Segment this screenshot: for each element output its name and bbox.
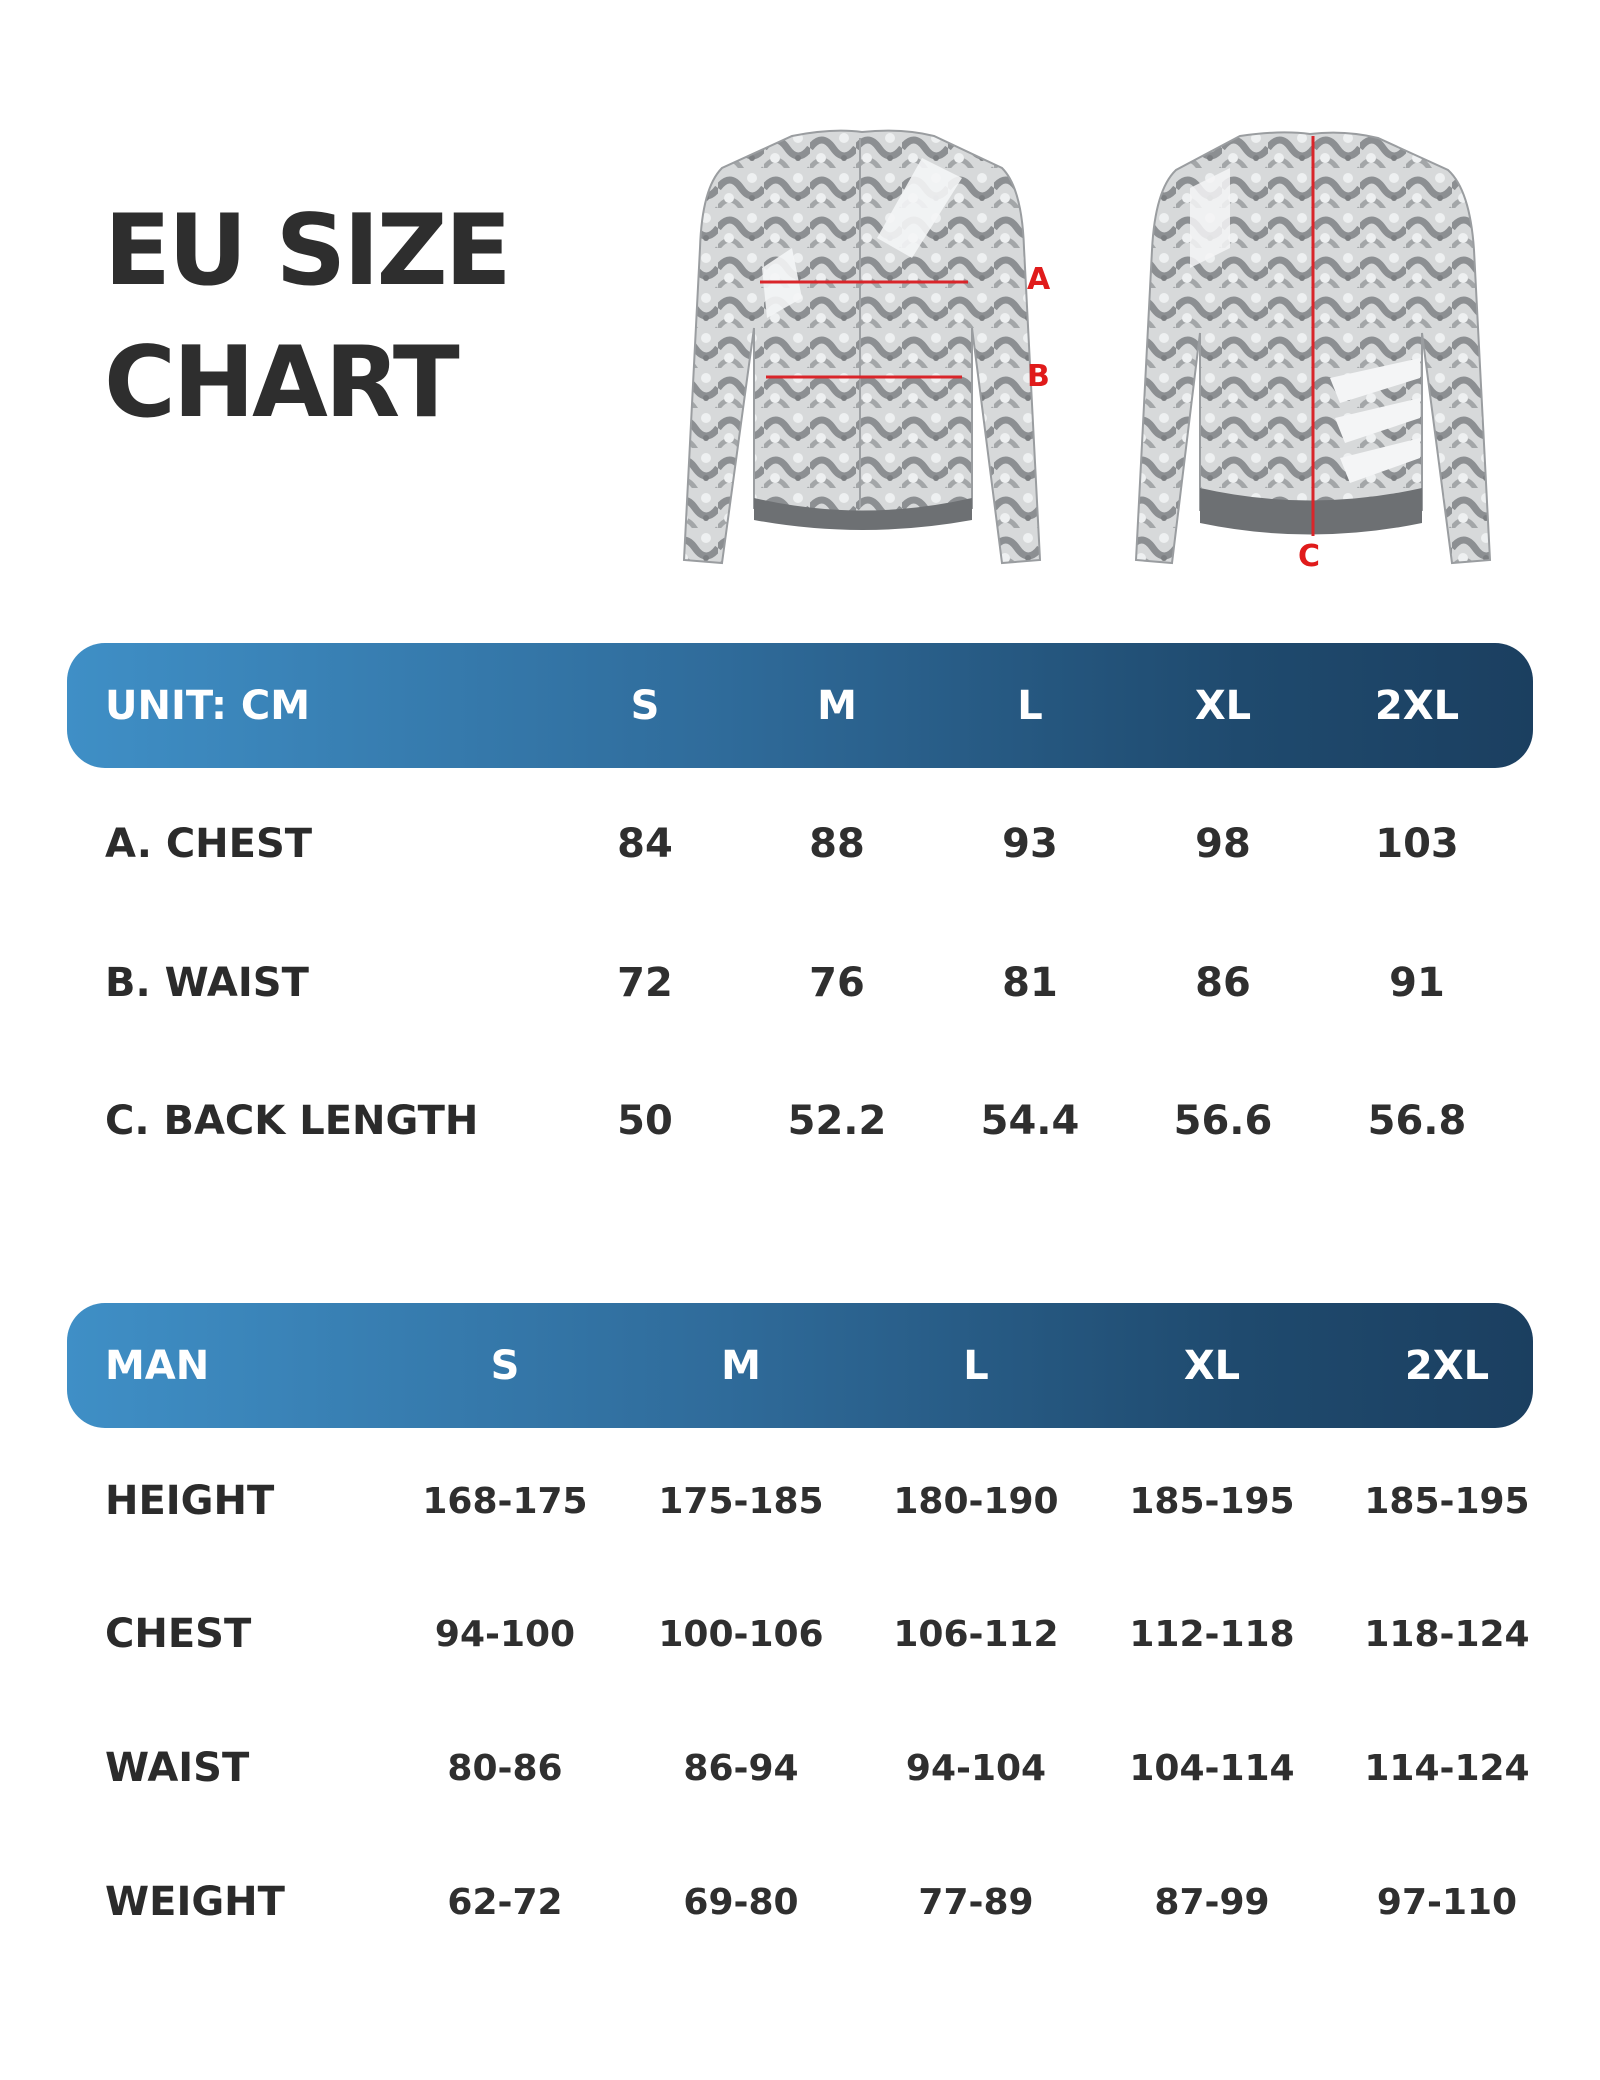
table-cell: 84 [617,821,673,867]
row-label: WEIGHT [105,1879,285,1925]
table-cell: 185-195 [1364,1480,1530,1522]
table-cell: 112-118 [1129,1613,1295,1655]
table-row [67,1594,1533,1674]
marker-c: C [1298,539,1321,574]
table-row [67,943,1533,1023]
table-cell: 50 [617,1098,673,1144]
table-cell: 56.8 [1367,1098,1467,1144]
table-row [67,1862,1533,1942]
row-label: CHEST [105,1611,252,1657]
table-cell: 76 [809,960,865,1006]
table-row [67,1461,1533,1541]
marker-b: B [1027,359,1050,394]
table-cell: 97-110 [1376,1881,1518,1923]
jersey-front-image [672,128,1052,578]
table-cell: 52.2 [787,1098,887,1144]
size-header-2xl: 2XL [1374,682,1460,729]
row-label: A. CHEST [105,821,313,867]
table-cell: 106-112 [893,1613,1059,1655]
table-cell: 118-124 [1364,1613,1530,1655]
table-cell: 175-185 [658,1480,824,1522]
size-header-xl: XL [1194,682,1252,729]
table-cell: 168-175 [422,1480,588,1522]
jersey-back-image [1130,128,1500,578]
table-cell: 94-100 [434,1613,576,1655]
table-cell: 103 [1375,821,1459,867]
row-label: HEIGHT [105,1478,275,1524]
table-cell: 100-106 [658,1613,824,1655]
man-label: MAN [105,1342,210,1389]
size-header-xl: XL [1183,1342,1241,1389]
table-row [67,1081,1533,1161]
table-cell: 77-89 [918,1881,1034,1923]
table-cell: 94-104 [905,1747,1047,1789]
table-cell: 185-195 [1129,1480,1295,1522]
title-line-2: CHART [104,326,457,440]
table-row [67,804,1533,884]
table-cell: 87-99 [1154,1881,1270,1923]
table-cell: 91 [1389,960,1445,1006]
table-cell: 104-114 [1129,1747,1295,1789]
table-cell: 56.6 [1173,1098,1273,1144]
table-cell: 114-124 [1364,1747,1530,1789]
table-cell: 86-94 [683,1747,799,1789]
page-title [104,185,509,449]
size-header-m: M [721,1342,761,1389]
marker-a: A [1027,262,1051,297]
table-cell: 81 [1002,960,1058,1006]
row-label: WAIST [105,1745,250,1791]
table-cell: 54.4 [980,1098,1080,1144]
size-header-l: L [1017,682,1043,729]
table-cell: 86 [1195,960,1251,1006]
row-label: C. BACK LENGTH [105,1098,479,1144]
table-cell: 180-190 [893,1480,1059,1522]
garment-table-header [67,643,1533,768]
size-header-s: S [490,1342,520,1389]
table-cell: 69-80 [683,1881,799,1923]
row-label: B. WAIST [105,960,309,1006]
size-header-s: S [630,682,660,729]
size-header-m: M [817,682,857,729]
table-cell: 93 [1002,821,1058,867]
title-line-1: EU SIZE [104,194,509,308]
table-row [67,1728,1533,1808]
table-cell: 62-72 [447,1881,563,1923]
table-cell: 72 [617,960,673,1006]
table-cell: 98 [1195,821,1251,867]
size-header-l: L [963,1342,989,1389]
size-header-2xl: 2XL [1404,1342,1490,1389]
table-cell: 80-86 [447,1747,563,1789]
body-table-header [67,1303,1533,1428]
unit-label: UNIT: CM [105,682,311,729]
table-cell: 88 [809,821,865,867]
